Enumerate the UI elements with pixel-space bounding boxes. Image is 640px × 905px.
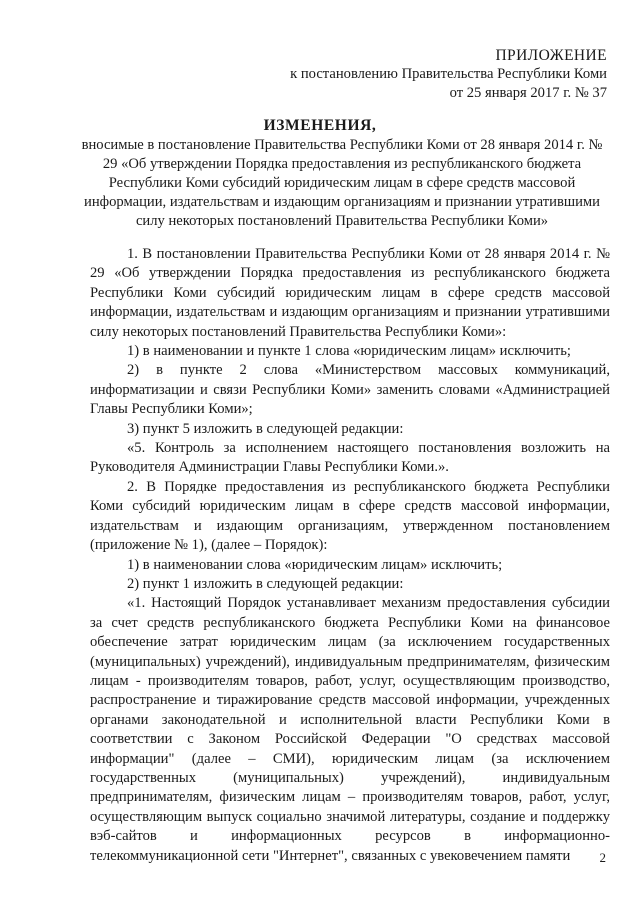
paragraph: 2. В Порядке предоставления из республиканского бюджета Республики Коми субсидий юридическим лицам в сфере средств массовой информации, издательствам и издающим организациям, утвержденном постановлением (приложение № 1), (далее – Порядок): [90, 478, 610, 554]
appendix-date: от 25 января 2017 г. № 37 [449, 85, 607, 101]
document-body [90, 245, 610, 866]
paragraph: «5. Контроль за исполнением настоящего постановления возложить на Руководителя Администрации Главы Республики Коми.». [90, 440, 610, 476]
paragraph: 1) в наименовании слова «юридическим лицам» исключить; [127, 556, 503, 573]
paragraph: 3) пункт 5 изложить в следующей редакции: [127, 420, 404, 437]
page-number: 2 [599, 850, 606, 865]
document-subtitle: вносимые в постановление Правительства Республики Коми от 28 января 2014 г. № 29 «Об утверждении Порядка предоставления из республиканского бюджета Республики Коми субсидий юридическим лицам в сфере средств массовой информации, издательствам и издающим организациям и признании утратившими силу некоторых постановлений Правительства Республики Коми» [81, 137, 603, 229]
document-title: ИЗМЕНЕНИЯ, [263, 117, 377, 134]
paragraph: 1) в наименовании и пункте 1 слова «юридическим лицам» исключить; [127, 343, 571, 360]
paragraph: 2) пункт 1 изложить в следующей редакции: [127, 575, 404, 592]
paragraph: 1. В постановлении Правительства Республики Коми от 28 января 2014 г. № 29 «Об утверждении Порядка предоставления из республиканского бюджета Республики Коми субсидий юридическим лицам в сфере средств массовой информации, издательствам и издающим организациям и признании утратившими силу некоторых постановлений Правительства Республики Коми»: [90, 246, 610, 340]
appendix-label: ПРИЛОЖЕНИЕ [495, 47, 607, 64]
appendix-reference: к постановлению Правительства Республики Коми [290, 66, 607, 82]
paragraph: «1. Настоящий Порядок устанавливает механизм предоставления субсидии за счет средств республиканского бюджета Республики Коми на финансовое обеспечение затрат юридическим лицам (за исключением государственных (муниципальных) учреждений), индивидуальным предпринимателям, физическим лицам - производителям товаров, работ, услуг, осуществляющим производство, распространение и тиражирование средств массовой информации, учрежденных органами законодательной и исполнительной власти Республики Коми в соответствии с Законом Российской Федерации "О средствах массовой информации" (далее – СМИ), юридическим лицам (за исключением государственных (муниципальных) учреждений), индивидуальным предпринимателям, физическим лицам – производителям товаров, работ, услуг, осуществляющим выпуск социально значимой литературы, создание и поддержку вэб-сайтов и информационных ресурсов в информационно-телекоммуникационной сети "Интернет", связанных с увековечением памяти [90, 595, 610, 864]
appendix-header [290, 46, 607, 103]
paragraph: 2) в пункте 2 слова «Министерством массовых коммуникаций, информатизации и связи Республики Коми» заменить словами «Администрацией Главы Республики Коми»; [90, 362, 610, 418]
